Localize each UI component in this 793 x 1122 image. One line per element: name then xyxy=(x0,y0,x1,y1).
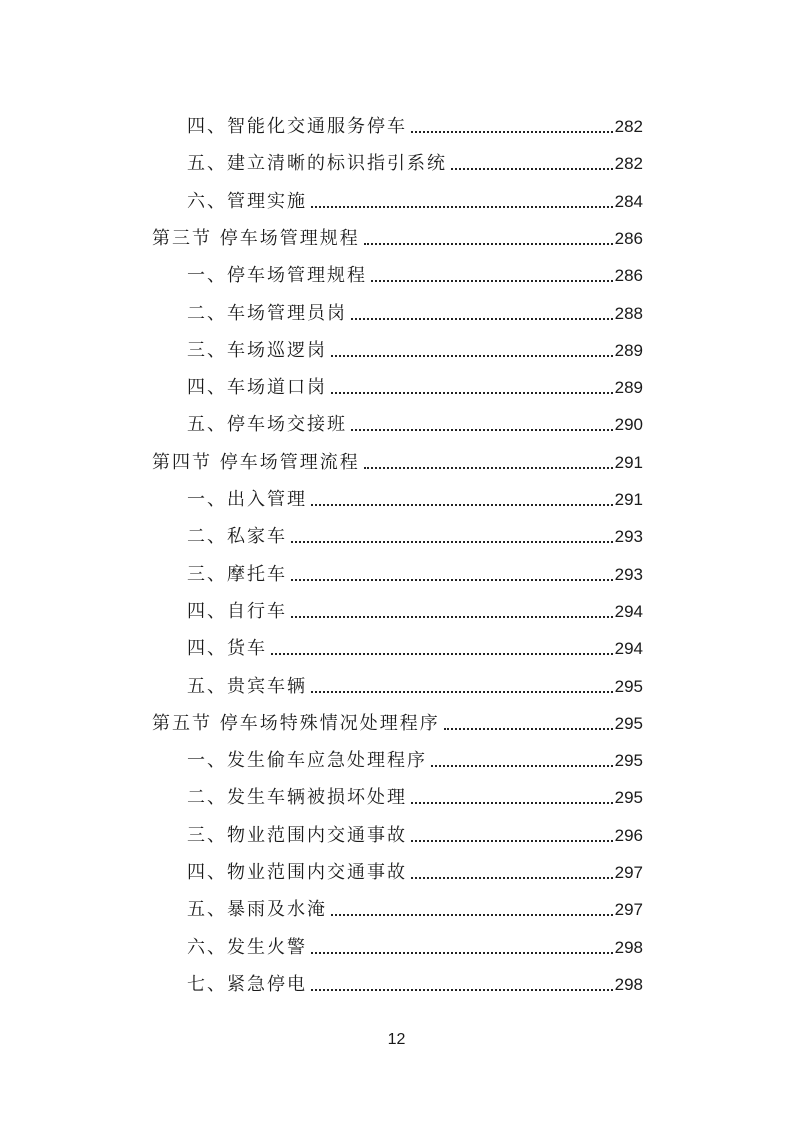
toc-entry-title: 五、贵宾车辆 xyxy=(187,675,307,697)
toc-entry[interactable] xyxy=(187,399,643,436)
toc-entry[interactable] xyxy=(187,474,643,511)
toc-dot-leader xyxy=(444,728,613,730)
toc-dot-leader xyxy=(411,877,613,879)
toc-entry-title: 三、摩托车 xyxy=(187,563,287,585)
toc-entry[interactable] xyxy=(187,810,643,847)
toc-dot-leader xyxy=(311,206,613,208)
toc-entry-title: 二、发生车辆被损坏处理 xyxy=(187,787,407,809)
toc-dot-leader xyxy=(411,802,613,804)
toc-dot-leader xyxy=(411,131,613,133)
toc-dot-leader xyxy=(331,355,613,357)
toc-entry[interactable] xyxy=(187,138,643,175)
toc-entry[interactable] xyxy=(187,661,643,698)
toc-entry[interactable] xyxy=(187,884,643,921)
toc-entry-page: 295 xyxy=(614,788,643,808)
toc-entry[interactable] xyxy=(187,922,643,959)
toc-entry-title: 四、车场道口岗 xyxy=(187,377,327,399)
toc-entry-page: 298 xyxy=(614,937,643,957)
toc-entry-page: 282 xyxy=(614,154,643,174)
toc-dot-leader xyxy=(331,392,613,394)
toc-entry-title: 四、智能化交通服务停车 xyxy=(187,116,407,137)
toc-dot-leader xyxy=(311,952,613,954)
toc-dot-leader xyxy=(271,653,613,655)
toc-entry-title: 五、暴雨及水淹 xyxy=(187,899,327,921)
toc-entry-title: 二、私家车 xyxy=(187,526,287,548)
toc-dot-leader xyxy=(364,467,613,469)
toc-entry-title: 四、货车 xyxy=(187,638,267,660)
toc-entry-page: 295 xyxy=(614,713,643,733)
toc-entry-title: 七、紧急停电 xyxy=(187,973,307,995)
toc-dot-leader xyxy=(291,541,613,543)
toc-entry-title: 四、物业范围内交通事故 xyxy=(187,862,407,883)
toc-entry-title: 第三节 停车场管理规程 xyxy=(152,227,360,249)
toc-dot-leader xyxy=(311,989,613,991)
toc-entry-title: 三、车场巡逻岗 xyxy=(187,339,327,361)
toc-dot-leader xyxy=(351,429,613,431)
toc-entry-page: 284 xyxy=(614,191,643,211)
toc-entry[interactable] xyxy=(187,549,643,586)
toc-entry-title: 第五节 停车场特殊情况处理程序 xyxy=(152,712,440,734)
toc-entry-page: 286 xyxy=(614,228,643,248)
toc-entry-page: 294 xyxy=(614,639,643,659)
page-number: 12 xyxy=(387,1031,406,1048)
toc-entry[interactable] xyxy=(187,101,643,138)
toc-entry[interactable] xyxy=(187,847,643,884)
toc-dot-leader xyxy=(291,579,613,581)
toc-entry[interactable] xyxy=(187,250,643,287)
toc-dot-leader xyxy=(411,840,613,842)
toc-entry-title: 四、自行车 xyxy=(187,600,287,622)
toc-entry-page: 289 xyxy=(614,340,643,360)
toc-entry-page: 288 xyxy=(614,303,643,323)
toc-entry[interactable] xyxy=(187,772,643,809)
toc-entry-page: 282 xyxy=(614,117,643,136)
toc-dot-leader xyxy=(311,504,613,506)
toc-entry-page: 297 xyxy=(614,900,643,920)
toc-entry-title: 三、物业范围内交通事故 xyxy=(187,824,407,846)
toc-entry-page: 295 xyxy=(614,676,643,696)
toc-entry[interactable] xyxy=(152,213,643,250)
toc-entry[interactable] xyxy=(187,623,643,660)
toc-entry[interactable] xyxy=(187,735,643,772)
toc-entry-title: 第四节 停车场管理流程 xyxy=(152,451,360,473)
toc-entry-page: 289 xyxy=(614,378,643,398)
toc-entry-page: 291 xyxy=(614,490,643,509)
toc-entry-page: 290 xyxy=(614,415,643,435)
toc-entry-page: 286 xyxy=(614,266,643,286)
toc-entry-title: 二、车场管理员岗 xyxy=(187,302,347,324)
toc-entry-title: 一、出入管理 xyxy=(187,489,307,510)
toc-dot-leader xyxy=(291,616,613,618)
toc-entry-page: 298 xyxy=(614,974,643,994)
toc-entry[interactable] xyxy=(187,362,643,399)
toc-entry-title: 一、停车场管理规程 xyxy=(187,265,367,287)
toc-entry-title: 六、管理实施 xyxy=(187,190,307,212)
toc-entry-page: 296 xyxy=(614,825,643,845)
toc-dot-leader xyxy=(451,168,613,170)
toc-dot-leader xyxy=(311,691,613,693)
toc-entry[interactable] xyxy=(187,288,643,325)
toc-entry[interactable] xyxy=(187,325,643,362)
toc-entry-page: 295 xyxy=(614,751,643,771)
toc-dot-leader xyxy=(431,765,613,767)
toc-entry[interactable] xyxy=(152,437,643,474)
toc-entry-page: 297 xyxy=(614,863,643,882)
toc-entry-title: 一、发生偷车应急处理程序 xyxy=(187,750,427,772)
toc-entry-page: 293 xyxy=(614,527,643,547)
toc-entry[interactable] xyxy=(187,586,643,623)
toc-entry-title: 五、停车场交接班 xyxy=(187,414,347,436)
toc-entry-page: 293 xyxy=(614,564,643,584)
toc-entry-page: 291 xyxy=(614,452,643,472)
toc-entry[interactable] xyxy=(187,511,643,548)
toc-dot-leader xyxy=(371,280,613,282)
toc-entry-title: 六、发生火警 xyxy=(187,936,307,958)
toc-entry[interactable] xyxy=(152,698,643,735)
toc-dot-leader xyxy=(351,318,613,320)
toc-entry-title: 五、建立清晰的标识指引系统 xyxy=(187,153,447,175)
toc-entry[interactable] xyxy=(187,176,643,213)
toc-entry-page: 294 xyxy=(614,601,643,621)
toc-dot-leader xyxy=(364,243,613,245)
toc-dot-leader xyxy=(331,914,613,916)
toc-entry[interactable] xyxy=(187,959,643,996)
